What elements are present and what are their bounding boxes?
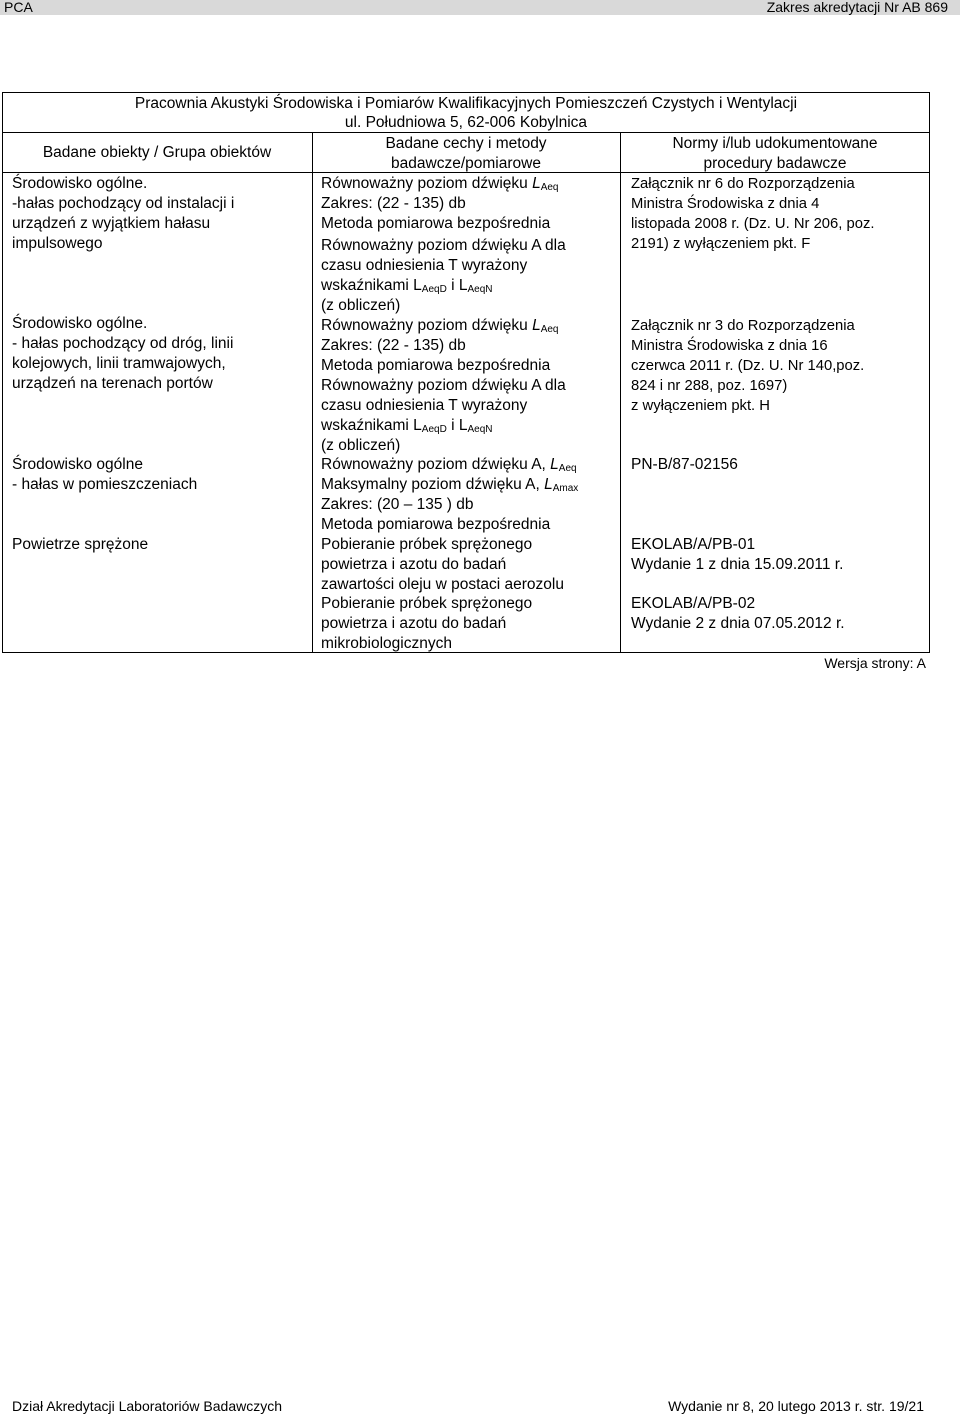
row4-norm-a: EKOLAB/A/PB-01 Wydanie 1 z dnia 15.09.2011 r. (631, 536, 844, 573)
row4-object: Powietrze sprężone (12, 536, 149, 553)
row1-norm: Załącznik nr 6 do Rozporządzenia Ministra Środowiska z dnia 4 listopada 2008 r. (Dz. U. Nr 206, poz. 2191) z wyłączeniem pkt. F (631, 176, 875, 252)
row2-norm: Załącznik nr 3 do Rozporządzenia Ministra Środowiska z dnia 16 czerwca 2011 r. (Dz. U. Nr 140,poz. 824 i nr 288, poz. 1697) z wyłączeniem pkt. H (631, 318, 865, 414)
column-divider-2 (620, 132, 621, 653)
row1-object: Środowisko ogólne. -hałas pochodzący od instalacji i urządzeń z wyjątkiem hałasu impulsowego (12, 175, 235, 252)
top-bar (0, 0, 960, 15)
row1-method-b: Równoważny poziom dźwięku A dla czasu odniesienia T wyrażony wskaźnikami $L_{AeqD}$ i $L_{AeqN}$ (z obliczeń) (321, 237, 566, 314)
column-divider-1 (312, 132, 313, 653)
row4-method-b: Pobieranie próbek sprężonego powietrza i azotu do badań mikrobiologicznych (321, 595, 533, 652)
column-header-objects: Badane obiekty / Grupa obiektów (42, 144, 272, 161)
row4-norm-b: EKOLAB/A/PB-02 Wydanie 2 z dnia 07.05.2012 r. (631, 595, 845, 632)
row3-method: Równoważny poziom dźwięku A, $L_{Aeq}$ Maksymalny poziom dźwięku A, $L_{Amax}$ Zakres: (20 – 135 ) db Metoda pomiarowa bezpośrednia (321, 456, 579, 533)
row2-object: Środowisko ogólne. - hałas pochodzący od dróg, linii kolejowych, linii tramwajowych, urządzeń na terenach portów (12, 315, 234, 392)
row1-method-a: Równoważny poziom dźwięku $L_{Aeq}$ Zakres: (22 - 135) db Metoda pomiarowa bezpośrednia (321, 175, 559, 232)
document-title: Zakres akredytacji Nr AB 869 (766, 0, 948, 15)
footer-edition: Wydanie nr 8, 20 lutego 2013 r. str. 19/21 (668, 1398, 924, 1414)
row3-norm: PN-B/87-02156 (631, 456, 738, 473)
row2-method-b: Równoważny poziom dźwięku A dla czasu odniesienia T wyrażony wskaźnikami $L_{AeqD}$ i $L_{AeqN}$ (z obliczeń) (321, 377, 566, 454)
lab-address: ul. Południowa 5, 62-006 Kobylnica (344, 114, 588, 131)
row4-method-a: Pobieranie próbek sprężonego powietrza i azotu do badań zawartości oleju w postaci aerozolu (321, 536, 564, 593)
column-header-methods: Badane cechy i metody badawcze/pomiarowe (385, 135, 547, 172)
footer-department: Dział Akredytacji Laboratoriów Badawczych (12, 1398, 283, 1414)
org-abbreviation: PCA (4, 0, 33, 15)
lab-name: Pracownia Akustyki Środowiska i Pomiarów Kwalifikacyjnych Pomieszczeń Czystych i Wentylacji (134, 95, 798, 112)
column-header-norms: Normy i/lub udokumentowane procedury badawcze (672, 135, 878, 172)
row3-object: Środowisko ogólne - hałas w pomieszczeniach (12, 456, 198, 493)
row2-method-a: Równoważny poziom dźwięku $L_{Aeq}$ Zakres: (22 - 135) db Metoda pomiarowa bezpośrednia (321, 317, 559, 374)
page-version: Wersja strony: A (824, 655, 926, 671)
